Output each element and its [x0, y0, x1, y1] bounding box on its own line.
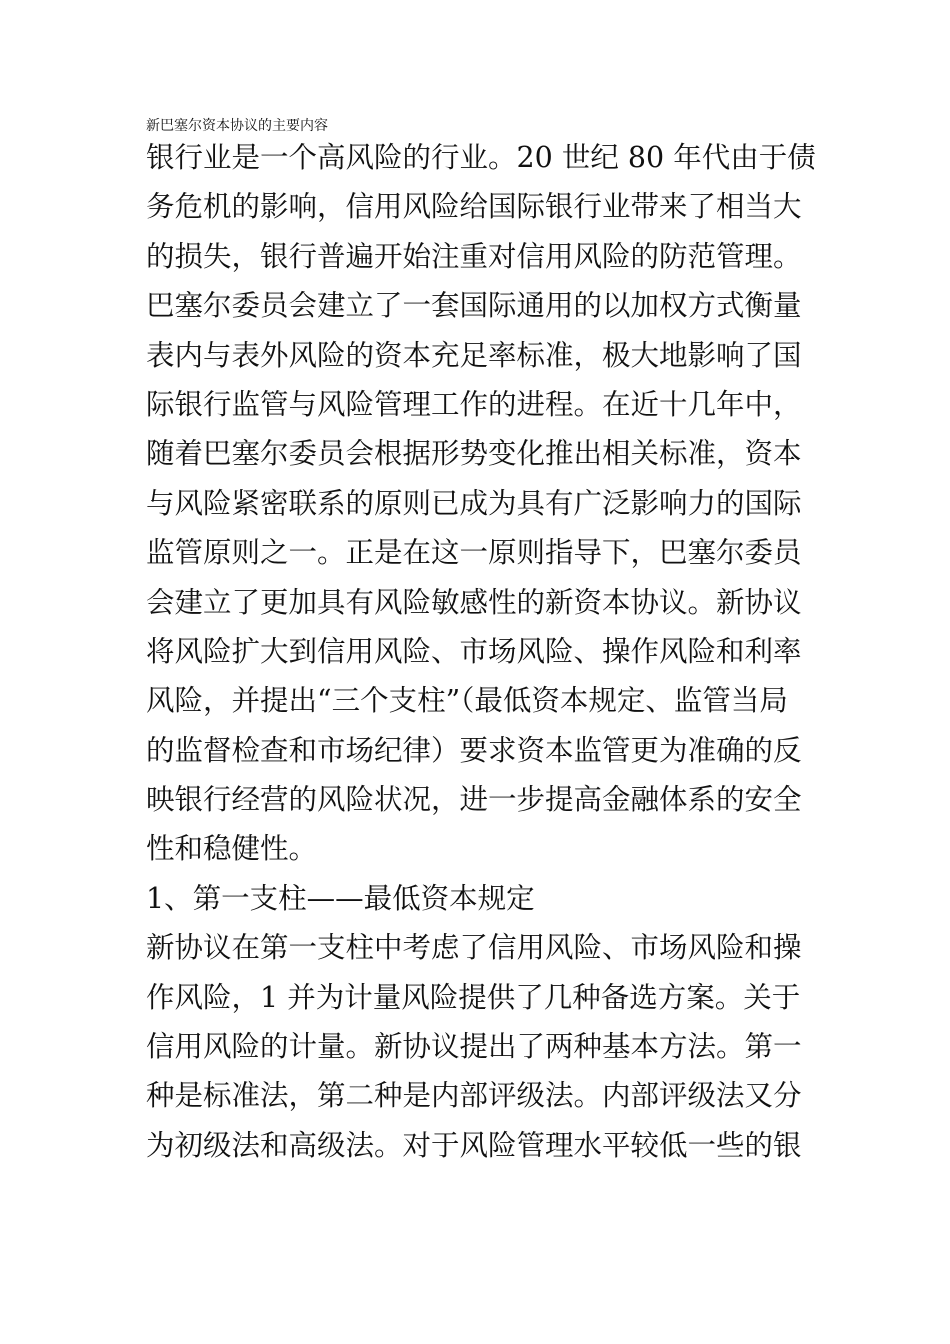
text-line: 表内与表外风险的资本充足率标准，极大地影响了国 [146, 338, 802, 372]
text-line: 的监督检查和市场纪律）要求资本监管更为准确的反 [146, 733, 802, 767]
text-line: 会建立了更加具有风险敏感性的新资本协议。新协议 [146, 585, 802, 619]
text-line: 监管原则之一。正是在这一原则指导下，巴塞尔委员 [146, 536, 802, 570]
document-header: 新巴塞尔资本协议的主要内容 [146, 118, 328, 134]
text-line: 映银行经营的风险状况，进一步提高金融体系的安全 [146, 783, 802, 817]
text-line: 与风险紧密联系的原则已成为具有广泛影响力的国际 [146, 486, 802, 520]
section-heading: 1、第一支柱——最低资本规定 [146, 881, 535, 915]
text-line: 际银行监管与风险管理工作的进程。在近十几年中， [146, 387, 802, 421]
text-line: 新协议在第一支柱中考虑了信用风险、市场风险和操 [146, 931, 802, 965]
text-line: 风险，并提出“三个支柱”（最低资本规定、监管当局 [146, 684, 788, 718]
text-line: 种是标准法，第二种是内部评级法。内部评级法又分 [146, 1079, 802, 1113]
text-line: 的损失，银行普遍开始注重对信用风险的防范管理。 [146, 239, 802, 273]
text-line: 将风险扩大到信用风险、市场风险、操作风险和利率 [146, 634, 802, 668]
text-line: 务危机的影响，信用风险给国际银行业带来了相当大 [146, 190, 802, 224]
text-line: 作风险，1 并为计量风险提供了几种备选方案。关于 [146, 980, 801, 1014]
text-line: 巴塞尔委员会建立了一套国际通用的以加权方式衡量 [146, 289, 802, 323]
text-line: 为初级法和高级法。对于风险管理水平较低一些的银 [146, 1128, 802, 1162]
text-line: 性和稳健性。 [146, 832, 318, 866]
text-line: 银行业是一个高风险的行业。20 世纪 80 年代由于债 [146, 141, 816, 174]
text-line: 信用风险的计量。新协议提出了两种基本方法。第一 [146, 1030, 802, 1064]
document-body [146, 133, 816, 1170]
text-line: 随着巴塞尔委员会根据形势变化推出相关标准，资本 [146, 437, 802, 471]
